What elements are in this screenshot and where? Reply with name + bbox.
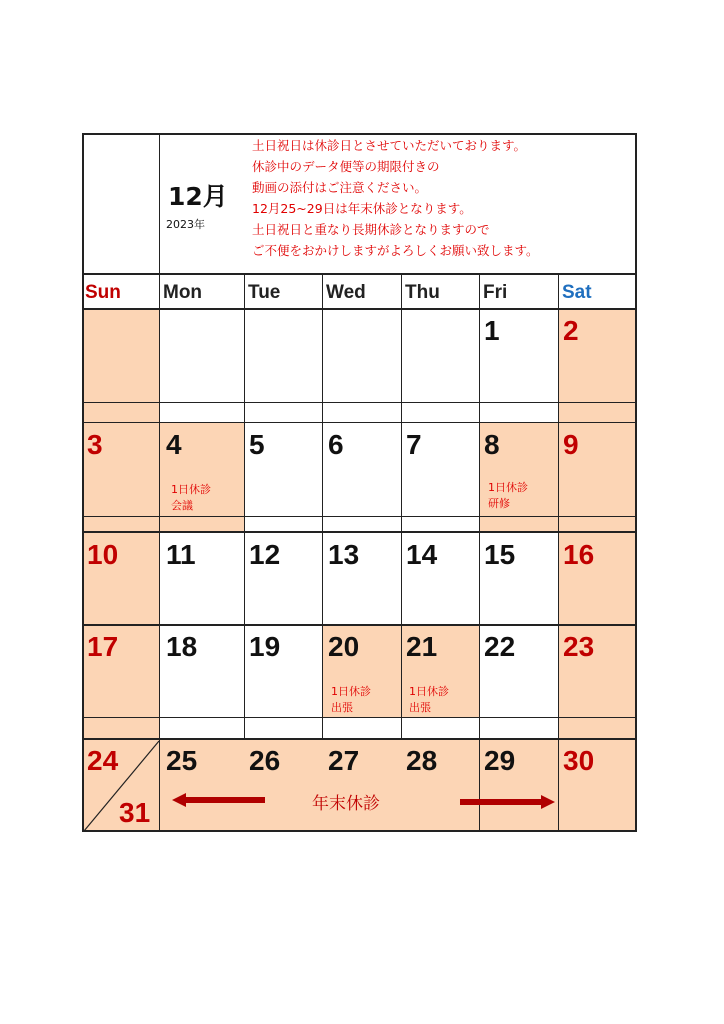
day-18: 18: [166, 631, 198, 662]
weekday-mon: Mon: [163, 282, 203, 303]
day-29: 29: [484, 745, 516, 776]
shade-week1-sun: [82, 309, 160, 423]
right-arrow-icon: [460, 794, 556, 810]
day-22: 22: [484, 631, 516, 662]
day-5: 5: [249, 429, 265, 460]
notice-line: 動画の添付はご注意ください。: [252, 180, 428, 195]
note-day-21: 1日休診 出張: [409, 685, 449, 714]
day-13: 13: [328, 539, 360, 570]
day-12: 12: [249, 539, 281, 570]
weekday-fri: Fri: [483, 282, 508, 303]
weekday-tue: Tue: [248, 282, 281, 303]
notice-line: ご不便をおかけしますがよろしくお願い致します。: [252, 243, 539, 258]
day-3: 3: [87, 429, 103, 460]
day-15: 15: [484, 539, 516, 570]
year-label: 2023年: [166, 218, 205, 231]
day-14: 14: [406, 539, 438, 570]
day-16: 16: [563, 539, 595, 570]
day-28: 28: [406, 745, 438, 776]
day-31: 31: [119, 797, 151, 828]
note-day-4: 1日休診 会議: [171, 483, 211, 512]
day-2: 2: [563, 315, 579, 346]
year-end-holiday-label: 年末休診: [312, 794, 380, 814]
day-11: 11: [166, 539, 196, 570]
notice-line: 12月25~29日は年末休診となります。: [252, 201, 472, 216]
day-24: 24: [87, 745, 119, 776]
calendar: [82, 133, 637, 832]
notice-line: 休診中のデータ便等の期限付きの: [252, 159, 440, 174]
day-8: 8: [484, 429, 500, 460]
day-9: 9: [563, 429, 579, 460]
notice-text: [252, 135, 539, 261]
weekday-sun: Sun: [85, 282, 121, 303]
weekday-sat: Sat: [562, 282, 592, 303]
day-27: 27: [328, 745, 360, 776]
day-4: 4: [166, 429, 182, 460]
day-7: 7: [406, 429, 422, 460]
day-25: 25: [166, 745, 198, 776]
note-day-8: 1日休診 研修: [488, 481, 528, 510]
day-23: 23: [563, 631, 595, 662]
day-30: 30: [563, 745, 595, 776]
weekday-thu: Thu: [405, 282, 440, 303]
day-6: 6: [328, 429, 344, 460]
day-20: 20: [328, 631, 360, 662]
weekday-wed: Wed: [326, 282, 366, 303]
day-19: 19: [249, 631, 281, 662]
day-10: 10: [87, 539, 119, 570]
month-title: 12月: [168, 182, 228, 211]
left-arrow-icon: [172, 792, 266, 808]
day-21: 21: [406, 631, 438, 662]
day-26: 26: [249, 745, 281, 776]
notice-line: 土日祝日は休診日とさせていただいております。: [252, 138, 527, 153]
day-17: 17: [87, 631, 119, 662]
day-1: 1: [484, 315, 500, 346]
note-day-20: 1日休診 出張: [331, 685, 371, 714]
notice-line: 土日祝日と重なり長期休診となりますので: [252, 222, 490, 237]
